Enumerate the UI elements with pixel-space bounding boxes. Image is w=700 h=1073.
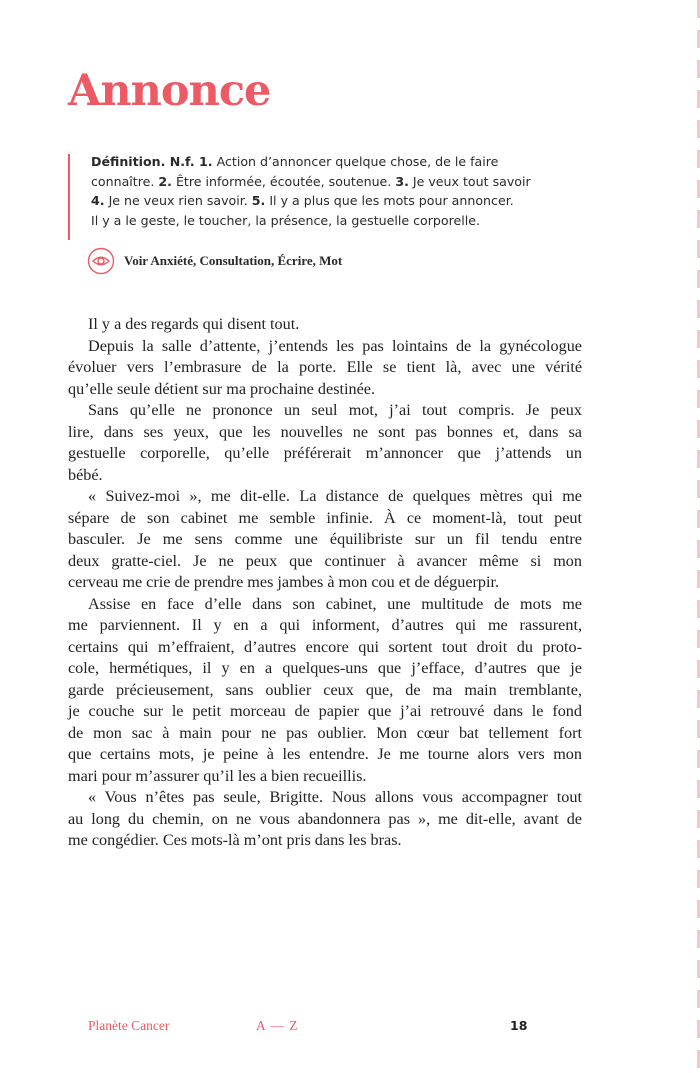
body-line: Il y a des regards qui disent tout. <box>88 315 300 333</box>
body-line: de mon sac à main pour ne pas oublier. Mon cœur bat tellement fort <box>68 723 582 742</box>
page-number: 18 <box>510 1018 528 1033</box>
definition-term: 4. <box>91 193 105 208</box>
definition-accent-bar <box>68 154 70 240</box>
body-line: qu’elle seule détient sur ma prochaine destinée. <box>68 379 375 398</box>
body-line: certains qui m’effraient, d’autres encore qui sortent tout droit du proto- <box>68 637 582 656</box>
body-line: Assise en face d’elle dans son cabinet, une multitude de mots me <box>88 594 582 613</box>
body-line: gestuelle corporelle, qu’elle préférerait m’annoncer que j’attends un <box>68 444 582 462</box>
page-title: Annonce <box>68 66 271 116</box>
body-line: lire, dans ses yeux, que les nouvelles ne sont pas bonnes et, dans sa <box>68 422 582 441</box>
body-line: « Vous n’êtes pas seule, Brigitte. Nous allons vous accompagner tout <box>88 788 582 806</box>
body-line: je couche sur le petit morceau de papier que j’ai retrouvé dans le fond <box>68 702 582 720</box>
body-line: bébé. <box>68 465 103 484</box>
body-line: Sans qu’elle ne prononce un seul mot, j’ai tout compris. Je peux <box>88 401 582 419</box>
body-line: me parviennent. Il y en a qui informent, d’autres qui me rassurent, <box>68 616 582 634</box>
definition-run: Je ne veux rien savoir. <box>104 193 252 208</box>
footer-brand: Planète Cancer <box>88 1018 170 1033</box>
body-line: cole, hermétiques, il y en a quelques-uns que j’efface, d’autres que je <box>68 659 582 677</box>
footer-az-range: A — Z <box>256 1018 299 1033</box>
definition-run: Action d’annoncer quelque chose, de le faire <box>212 154 499 169</box>
definition-term: 5. <box>251 193 266 208</box>
definition-term: 3. <box>395 173 409 189</box>
body-line: au long du chemin, on ne vous abandonnera pas », me dit-elle, avant de <box>68 809 582 828</box>
definition-run: Je veux tout savoir <box>408 173 531 189</box>
body-line: garde précieusement, sans oublier ceux que, de ma main tremblante, <box>68 680 582 699</box>
body-line: mari pour m’assurer qu’il les a bien recueillis. <box>68 766 367 785</box>
definition-box <box>68 152 628 278</box>
definition-run: Il y a plus que les mots pour annoncer. <box>265 193 514 208</box>
definition-text <box>91 152 611 230</box>
definition-term: Définition. N.f. 1. <box>91 154 213 169</box>
see-also[interactable] <box>87 248 342 274</box>
body-line: « Suivez-moi », me dit-elle. La distance de quelques mètres qui me <box>88 487 582 505</box>
eye-icon <box>87 247 115 275</box>
definition-line <box>91 211 611 231</box>
definition-run: Il y a le geste, le toucher, la présence, la gestuelle corporelle. <box>91 212 481 228</box>
body-line: évoluer vers l’embrasure de la porte. Elle se tient là, avec une vérité <box>68 358 582 376</box>
body-text <box>68 314 582 852</box>
definition-run: connaître. <box>91 173 159 189</box>
body-line: que certains mots, je peine à les entendre. Je me tourne alors vers mon <box>68 745 582 763</box>
definition-run: Être informée, écoutée, soutenue. <box>171 173 396 189</box>
body-line: cerveau me crie de prendre mes jambes à mon cou et de déguerpir. <box>68 573 500 591</box>
body-line: basculer. Je me sens comme une équilibriste sur un fil tendu entre <box>68 530 582 548</box>
body-line: me congédier. Ces mots-là m’ont pris dans les bras. <box>68 831 402 849</box>
definition-term: 2. <box>158 173 172 189</box>
body-line: Depuis la salle d’attente, j’entends les pas lointains de la gynécologue <box>88 336 582 355</box>
body-line: deux gratte-ciel. Je ne peux que continuer à avancer même si mon <box>68 551 582 570</box>
body-line: sépare de son cabinet me semble infinie. À ce moment-là, tout peut <box>68 508 582 527</box>
definition-line <box>91 152 611 172</box>
see-also-label[interactable]: Voir Anxiété, Consultation, Écrire, Mot <box>124 253 343 268</box>
definition-line <box>91 191 611 211</box>
definition-line <box>91 172 611 192</box>
